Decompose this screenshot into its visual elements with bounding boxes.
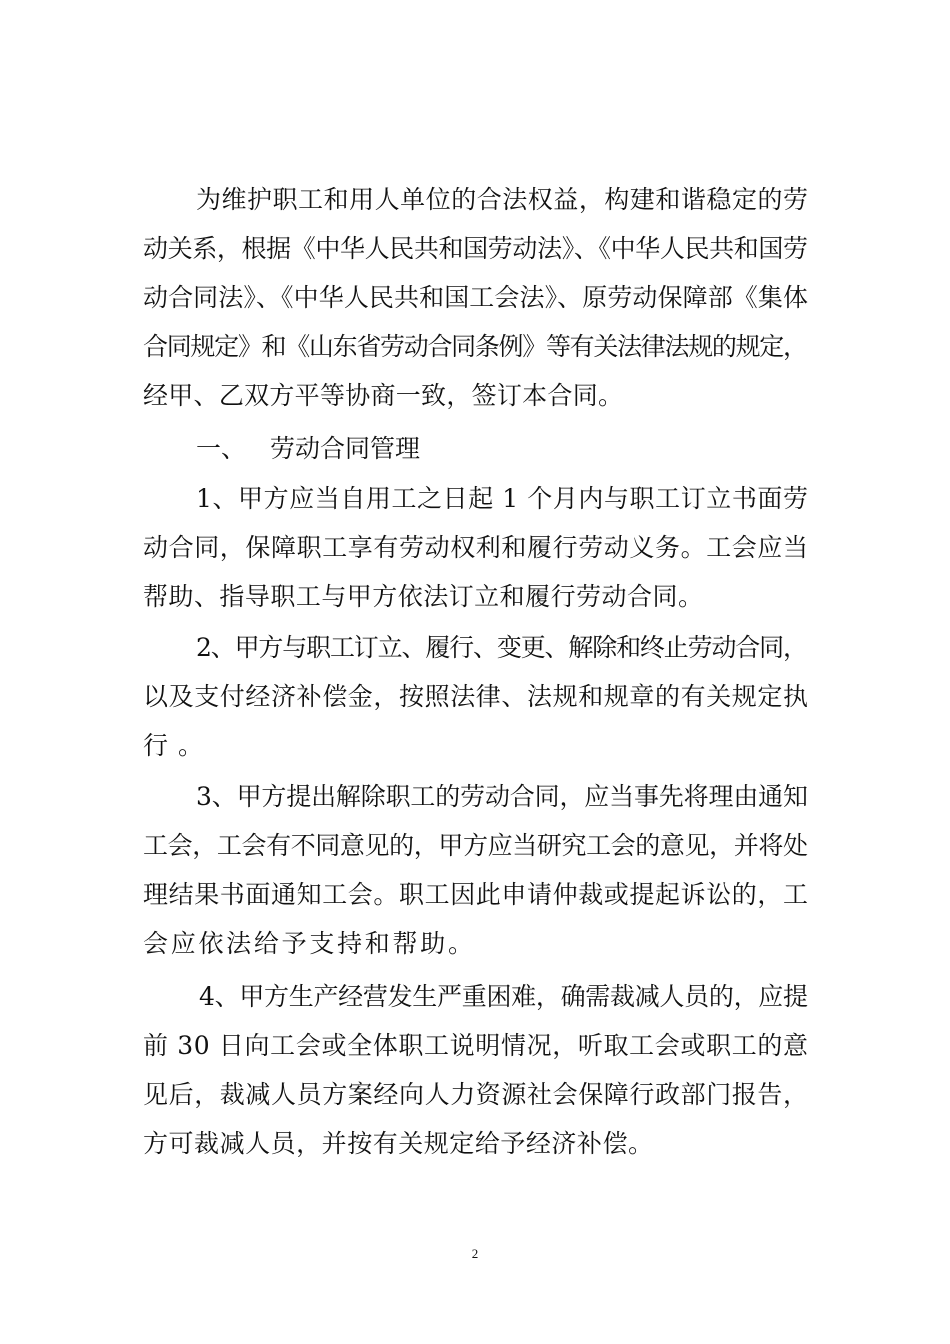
paragraph-line: 动关系，根据《中华人民共和国劳动法》、《中华人民共和国劳 — [143, 234, 808, 263]
paragraph-line: 工会，工会有不同意见的，甲方应当研究工会的意见，并将处 — [143, 831, 808, 860]
paragraph-line: 方可裁减人员，并按有关规定给予经济补偿。 — [143, 1129, 654, 1158]
paragraph-line: 经甲、乙双方平等协商一致，签订本合同。 — [143, 381, 624, 410]
paragraph-line: 3、甲方提出解除职工的劳动合同，应当事先将理由通知 — [196, 782, 808, 811]
paragraph-line: 动合同法》、《中华人民共和国工会法》、原劳动保障部《集体 — [143, 283, 809, 312]
section-heading: 劳动合同管理 — [270, 434, 421, 463]
paragraph-line: 行。 — [143, 731, 213, 760]
paragraph-line: 理结果书面通知工会。职工因此申请仲裁或提起诉讼的，工 — [143, 880, 809, 909]
paragraph-line: 会应依法给予支持和帮助。 — [143, 929, 476, 958]
section-number: 一、 — [196, 434, 247, 463]
paragraph-line: 以及支付经济补偿金，按照法律、法规和规章的有关规定执 — [143, 682, 809, 711]
paragraph-line: 2、甲方与职工订立、履行、变更、解除和终止劳动合同， — [196, 633, 807, 662]
paragraph-line: 帮助、指导职工与甲方依法订立和履行劳动合同。 — [143, 582, 704, 611]
paragraph-line: 为维护职工和用人单位的合法权益，构建和谐稳定的劳 — [196, 185, 809, 214]
paragraph-line: 见后，裁减人员方案经向人力资源社会保障行政部门报告， — [143, 1080, 809, 1109]
paragraph-line: 4、甲方生产经营发生严重困难，确需裁减人员的，应提 — [199, 982, 808, 1011]
paragraph-line: 动合同，保障职工享有劳动权利和履行劳动义务。工会应当 — [143, 533, 809, 562]
page-number: 2 — [471, 1246, 479, 1261]
paragraph-line: 前 30 日向工会或全体职工说明情况，听取工会或职工的意 — [143, 1031, 809, 1060]
paragraph-line: 合同规定》和《山东省劳动合同条例》等有关法律法规的规定， — [143, 332, 807, 361]
paragraph-line: 1、甲方应当自用工之日起 1 个月内与职工订立书面劳 — [196, 484, 809, 513]
